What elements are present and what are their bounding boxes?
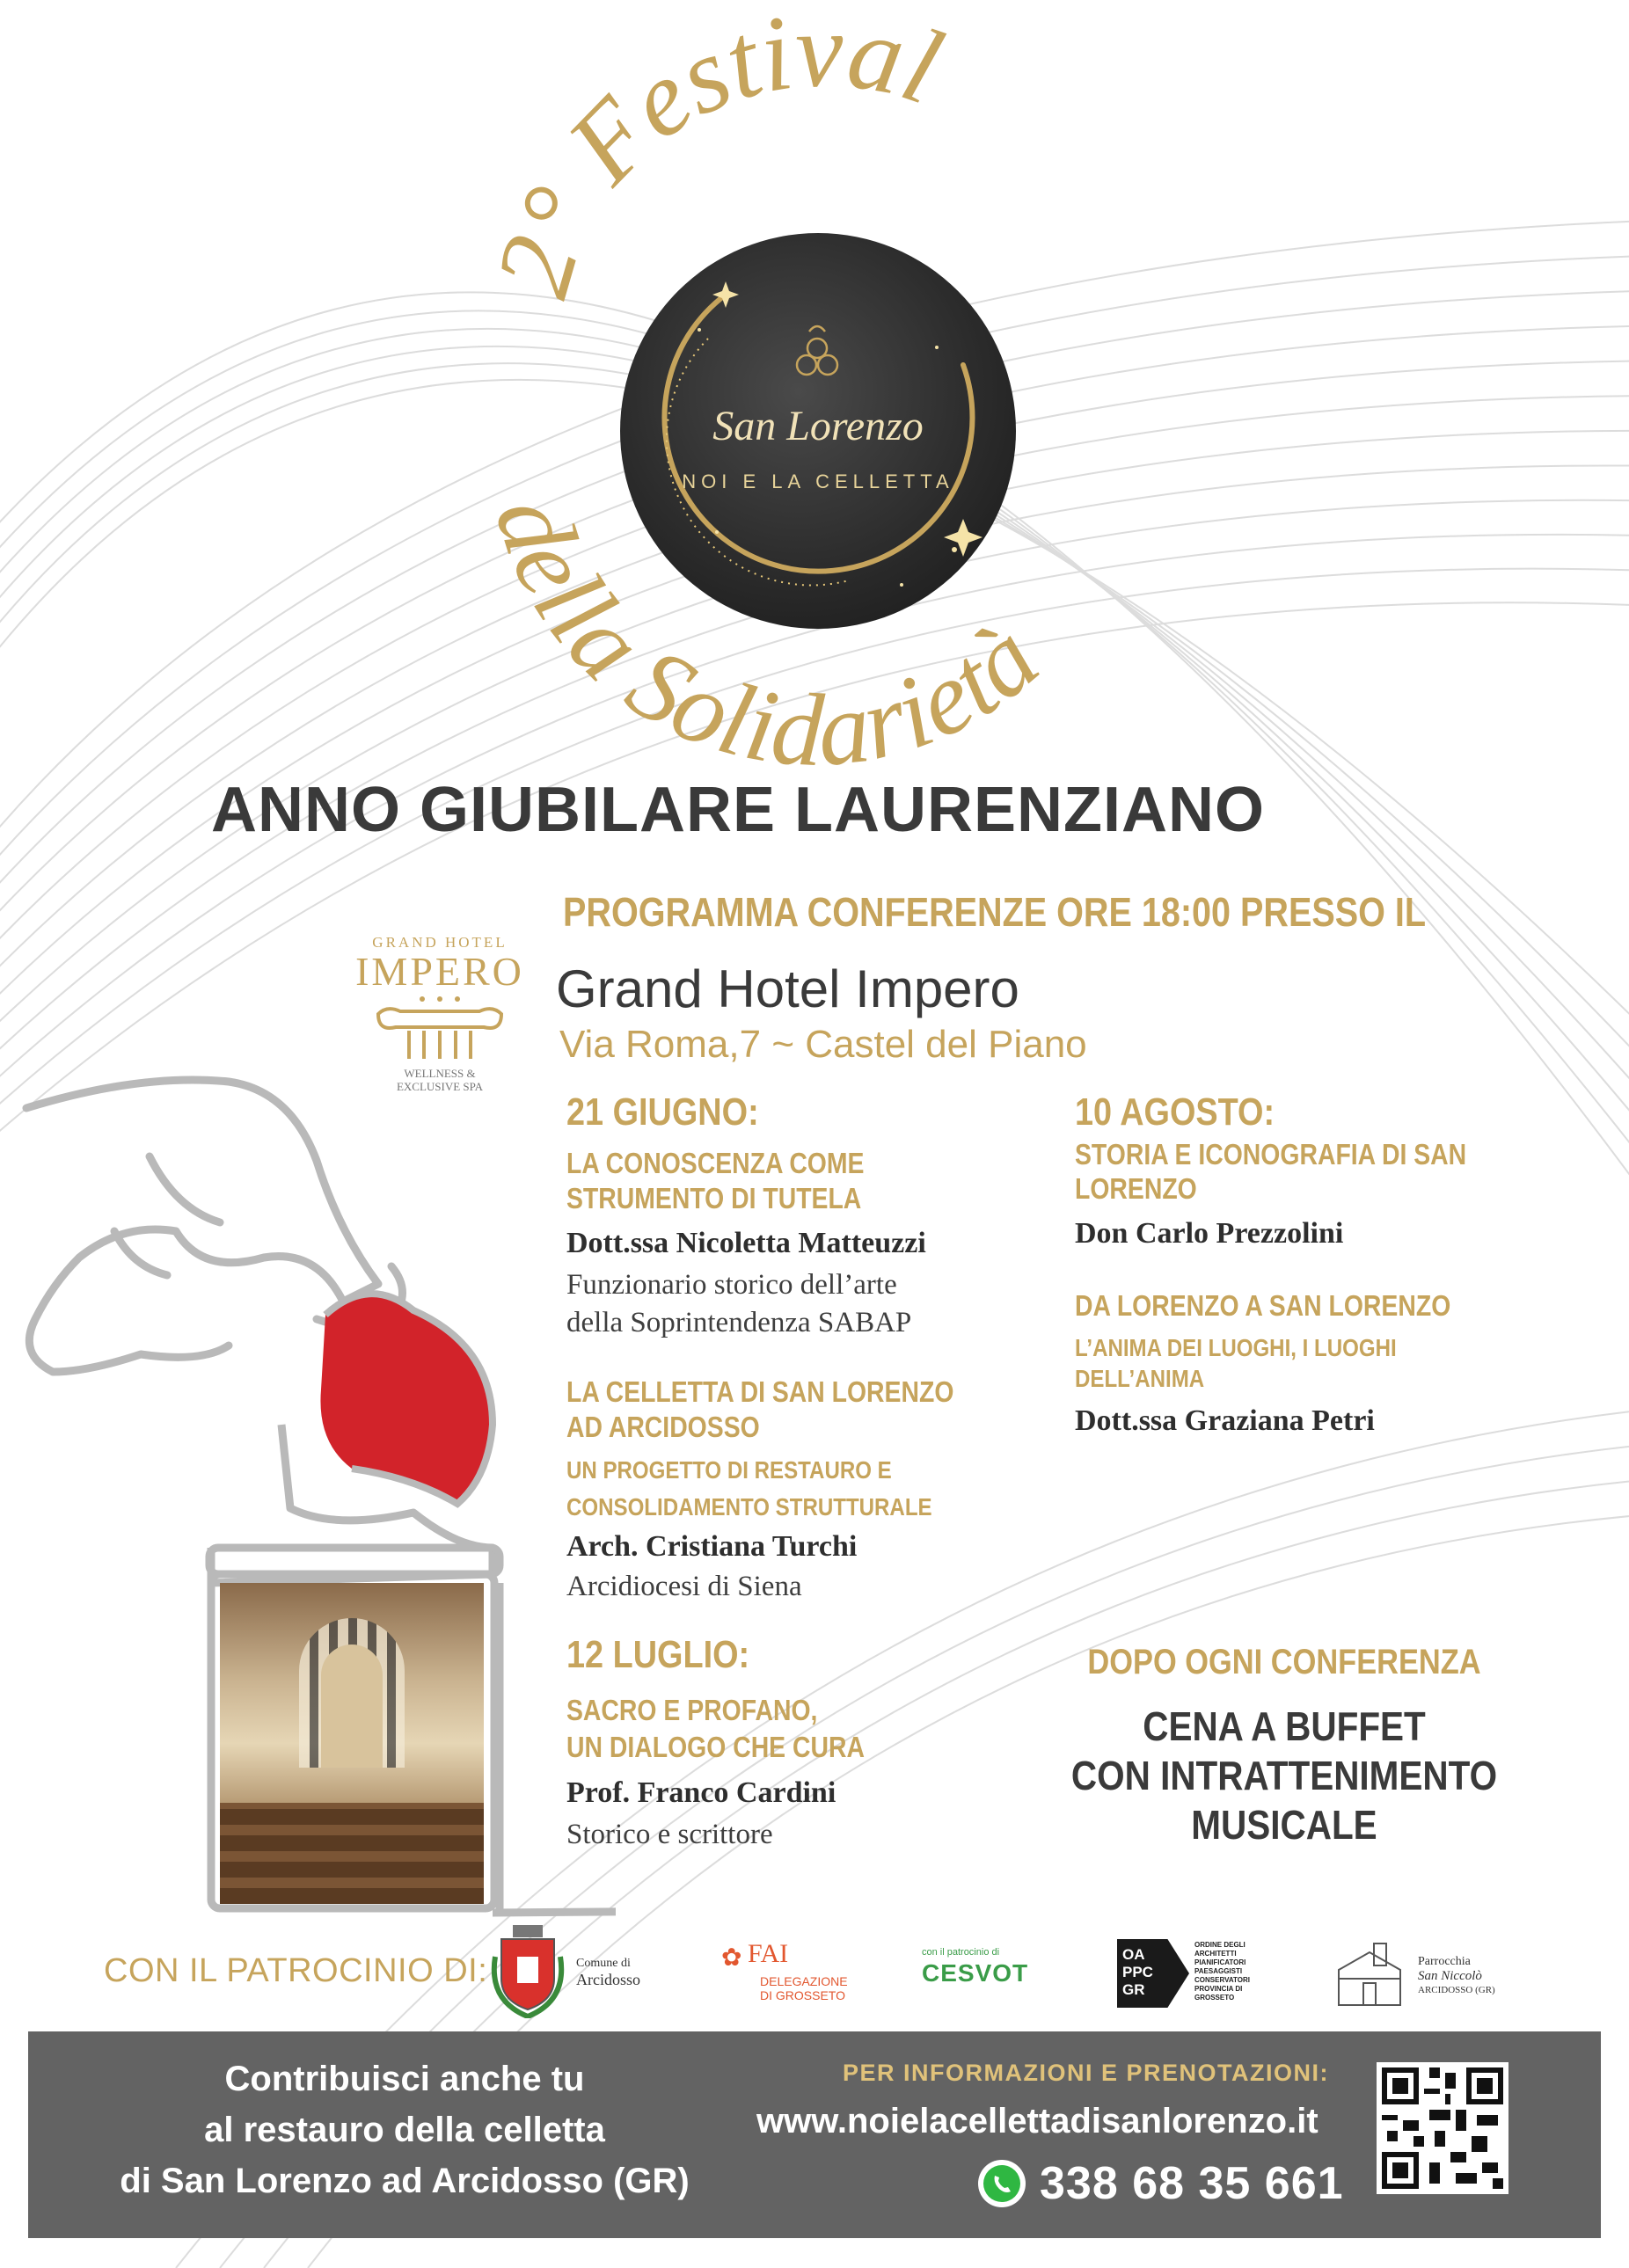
oappc-t2: ARCHITETTI <box>1194 1950 1237 1958</box>
sponsor-oappc <box>1117 1939 1275 2009</box>
emblem-subtitle: NOI E LA CELLETTA <box>682 470 954 492</box>
oappc-t6: PROVINCIA DI <box>1194 1985 1243 1993</box>
fai-sub1: DELEGAZIONE <box>760 1974 848 1988</box>
event2-talk-line1: SACRO E PROFANO, <box>566 1694 818 1726</box>
cena-line2: CON INTRATTENIMENTO <box>1070 1753 1498 1798</box>
event1-talk2-line2: AD ARCIDOSSO <box>566 1411 760 1443</box>
event1-talk2-sub1: UN PROGETTO DI RESTAURO E <box>566 1456 892 1484</box>
fai-text: FAI <box>748 1939 789 1968</box>
event-date-21-giugno: 21 GIUGNO: <box>566 1090 759 1134</box>
event3-talk2-sub2: DELL’ANIMA <box>1075 1365 1205 1392</box>
oappc-t1: ORDINE DEGLI <box>1194 1941 1245 1949</box>
after-block <box>1038 1643 1530 1682</box>
event1-talk1-line1: LA CONOSCENZA COME <box>566 1147 865 1179</box>
parrocchia-text2: San Niccolò <box>1418 1969 1482 1983</box>
impero-logo-name: IMPERO <box>355 949 524 994</box>
programma-heading: PROGRAMMA CONFERENZE ORE 18:00 PRESSO IL <box>563 889 1427 935</box>
event3-talk1-line1: STORIA E ICONOGRAFIA DI SAN <box>1075 1138 1467 1170</box>
event3-talk2-sub1: L’ANIMA DEI LUOGHI, I LUOGHI <box>1075 1334 1397 1361</box>
church-icon <box>1330 1939 1409 2009</box>
event2-talk-line2: UN DIALOGO CHE CURA <box>566 1731 865 1763</box>
footer-appeal <box>79 2053 730 2206</box>
event1-role1-line1: Funzionario storico dell’arte <box>566 1269 897 1301</box>
event1-talk2-sub2: CONSOLIDAMENTO STRUTTURALE <box>566 1493 932 1521</box>
cena-block <box>994 1702 1574 1849</box>
column-capital-icon <box>369 992 510 1062</box>
footer-line3: di San Lorenzo ad Arcidosso (GR) <box>120 2162 690 2200</box>
red-heart-icon <box>320 1294 493 1504</box>
sponsor-arcidosso <box>488 1922 664 2018</box>
impero-logo-top: GRAND HOTEL <box>372 934 508 951</box>
oappc-t4: PAESAGGISTI <box>1194 1967 1243 1975</box>
event3-talk1-line2: LORENZO <box>1075 1172 1197 1205</box>
sponsor-cesvot <box>922 1945 1054 1998</box>
patrocinio-label: CON IL PATROCINIO DI: <box>104 1952 488 1989</box>
footer-line2: al restauro della celletta <box>204 2111 605 2149</box>
chapel-photo <box>220 1583 484 1904</box>
san-lorenzo-emblem <box>620 233 1016 629</box>
event-date-12-luglio: 12 LUGLIO: <box>566 1633 750 1676</box>
headline: ANNO GIUBILARE LAURENZIANO <box>211 775 1265 845</box>
event2-role: Storico e scrittore <box>566 1819 773 1850</box>
event1-speaker2: Arch. Cristiana Turchi <box>566 1530 858 1563</box>
oappc-text: OA PPC GR <box>1122 1946 1153 1998</box>
arcidosso-text2: Arcidosso <box>576 1971 640 1988</box>
hotel-name: Grand Hotel Impero <box>556 959 1019 1018</box>
hotel-address: Via Roma,7 ~ Castel del Piano <box>559 1023 1087 1066</box>
qr-code[interactable] <box>1377 2062 1508 2194</box>
event1-role1-line2: della Soprintendenza SABAP <box>566 1307 912 1338</box>
parrocchia-text3: ARCIDOSSO (GR) <box>1418 1985 1495 1995</box>
event1-speaker1: Dott.ssa Nicoletta Matteuzzi <box>566 1227 926 1259</box>
event3-talk2-line1: DA LORENZO A SAN LORENZO <box>1075 1289 1451 1322</box>
event3-speaker2: Dott.ssa Graziana Petri <box>1075 1404 1375 1437</box>
parrocchia-text1: Parrocchia <box>1418 1955 1471 1968</box>
fai-sub2: DI GROSSETO <box>760 1988 845 2002</box>
cena-line1: CENA A BUFFET <box>1143 1703 1426 1749</box>
oappc-t3: PIANIFICATORI <box>1194 1958 1246 1966</box>
footer-info-label: PER INFORMAZIONI E PRENOTAZIONI: <box>843 2060 1329 2086</box>
whatsapp-icon <box>978 2160 1026 2207</box>
emblem-name: San Lorenzo <box>712 403 924 449</box>
oappc-text-block <box>1194 1941 1250 2002</box>
impero-logo-sub2: EXCLUSIVE SPA <box>396 1080 484 1093</box>
event1-talk2-line1: LA CELLETTA DI SAN LORENZO <box>566 1375 954 1408</box>
arcidosso-text1: Comune di <box>576 1957 631 1970</box>
after-label: DOPO OGNI CONFERENZA <box>1087 1643 1481 1681</box>
event-date-10-agosto: 10 AGOSTO: <box>1075 1090 1275 1134</box>
footer-website-link[interactable]: www.noielacellettadisanlorenzo.it <box>756 2102 1319 2140</box>
footer-phone[interactable]: 338 68 35 661 <box>1040 2158 1344 2209</box>
event1-role2: Arcidiocesi di Siena <box>566 1571 802 1602</box>
sponsor-fai <box>721 1939 853 2009</box>
arcidosso-crest-icon <box>488 1922 567 2018</box>
sponsor-parrocchia <box>1330 1939 1506 2009</box>
festival-title-top: 2° Festival <box>472 0 956 309</box>
event1-talk1-line2: STRUMENTO DI TUTELA <box>566 1182 862 1214</box>
festival-title-bottom: della Solidarietà <box>472 483 1060 789</box>
oappc-t5: CONSERVATORI <box>1194 1976 1250 1984</box>
cesvot-top: con il patrocinio di <box>922 1947 1000 1958</box>
event3-speaker1: Don Carlo Prezzolini <box>1075 1217 1344 1250</box>
cena-line3: MUSICALE <box>1191 1802 1377 1848</box>
footer-line1: Contribuisci anche tu <box>224 2060 585 2098</box>
cesvot-text: CESVOT <box>922 1959 1029 1987</box>
impero-logo-sub1: WELLNESS & <box>404 1067 476 1080</box>
event2-speaker: Prof. Franco Cardini <box>566 1776 836 1809</box>
fai-flower-icon: ✿ <box>721 1943 742 1971</box>
oappc-t7: GROSSETO <box>1194 1994 1235 2002</box>
